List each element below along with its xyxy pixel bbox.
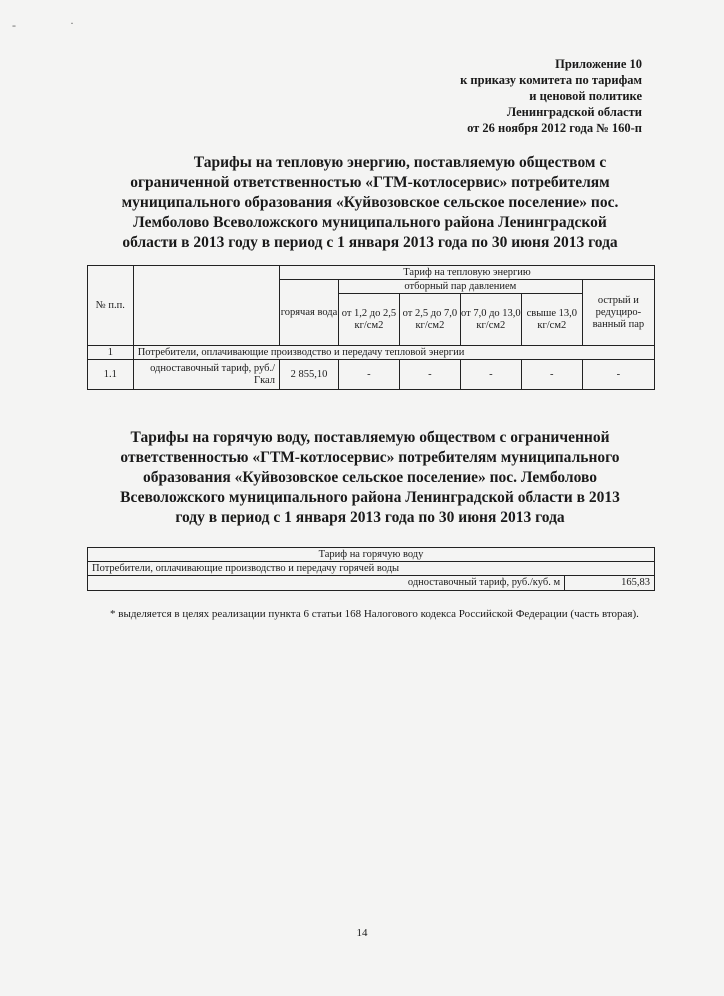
- header-row-number: № п.п.: [88, 266, 134, 346]
- title-line: ответственностью «ГТМ-котлосервис» потребителям муниципального: [120, 449, 620, 466]
- hot-water-group-label: Потребители, оплачивающие производство и передачу горячей воды: [88, 562, 655, 576]
- header-pressure-3: от 7,0 до 13,0 кг/см2: [460, 294, 521, 346]
- appendix-line: к приказу комитета по тарифам: [460, 73, 642, 87]
- cell-pressure-3: -: [460, 360, 521, 390]
- title-line: Всеволожского муниципального района Ленинградской области в 2013: [120, 489, 620, 506]
- title-line: Тарифы на тепловую энергию, поставляемую обществом с: [193, 154, 607, 171]
- header-steam: отборный пар давлением: [338, 280, 582, 294]
- header-empty: [133, 266, 279, 346]
- appendix-line: от 26 ноября 2012 года № 160-п: [467, 121, 642, 135]
- cell-sharp-steam: -: [582, 360, 654, 390]
- header-heat-tariff: Тариф на тепловую энергию: [280, 266, 655, 280]
- group-number: 1: [88, 346, 134, 360]
- hot-water-row-label: одноставочный тариф, руб./куб. м: [88, 576, 565, 591]
- cell-pressure-1: -: [338, 360, 399, 390]
- header-sharp-steam: острый и редуциро-ванный пар: [582, 280, 654, 346]
- cell-pressure-2: -: [399, 360, 460, 390]
- appendix-header: [402, 56, 642, 136]
- footnote: * выделяется в целях реализации пункта 6 статьи 168 Налогового кодекса Российской Федерации (часть вторая).: [110, 608, 639, 620]
- cell-pressure-4: -: [521, 360, 582, 390]
- title-line: области в 2013 году в период с 1 января 2013 года по 30 июня 2013 года: [122, 234, 618, 251]
- header-pressure-4: свыше 13,0 кг/см2: [521, 294, 582, 346]
- hot-water-tariff-title: [90, 428, 650, 528]
- title-line: ограниченной ответственностью «ГТМ-котлосервис» потребителям: [130, 174, 610, 191]
- appendix-line: Приложение 10: [555, 57, 642, 71]
- header-hot-water: горячая вода: [280, 280, 339, 346]
- title-line: образования «Куйвозовское сельское поселение» пос. Лемболово: [143, 469, 597, 486]
- appendix-line: Ленинградской области: [506, 105, 642, 119]
- group-label: Потребители, оплачивающие производство и передачу тепловой энергии: [133, 346, 654, 360]
- scan-mark: ·: [70, 16, 74, 30]
- hot-water-tariff-table: [87, 547, 655, 591]
- hot-water-header: Тариф на горячую воду: [88, 548, 655, 562]
- title-line: Лемболово Всеволожского муниципального района Ленинградской: [133, 214, 607, 231]
- heat-tariff-title: [90, 153, 650, 253]
- title-line: Тарифы на горячую воду, поставляемую обществом с ограниченной: [130, 429, 610, 446]
- row-number: 1.1: [88, 360, 134, 390]
- row-label: одноставочный тариф, руб./Гкал: [133, 360, 279, 390]
- hot-water-row-value: 165,83: [565, 576, 655, 591]
- scan-mark: -: [12, 18, 16, 32]
- header-pressure-1: от 1,2 до 2,5 кг/см2: [338, 294, 399, 346]
- title-line: муниципального образования «Куйвозовское сельское поселение» пос.: [121, 194, 619, 211]
- appendix-line: и ценовой политике: [529, 89, 642, 103]
- title-line: году в период с 1 января 2013 года по 30 июня 2013 года: [175, 509, 565, 526]
- heat-tariff-table: [87, 265, 655, 390]
- cell-hot-water: 2 855,10: [280, 360, 339, 390]
- page-number: 14: [356, 927, 368, 939]
- header-pressure-2: от 2,5 до 7,0 кг/см2: [399, 294, 460, 346]
